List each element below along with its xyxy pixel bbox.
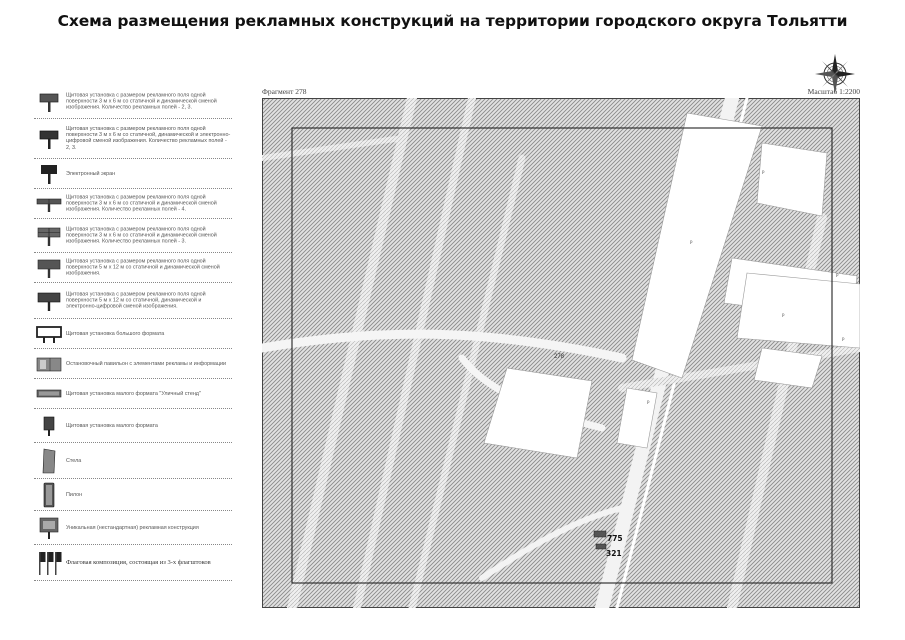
legend-item-billboard-4: Щитовая установка с размером рекламного поля одной поверхности 3 м х 6 м со статичной и динамической сменой изображения. Количество рекламных полей - 4. (34, 189, 232, 219)
scale-label: Масштаб 1:2200 (807, 87, 860, 96)
legend-item-billboard-dark: Щитовая установка с размером рекламного поля одной поверхности 3 м х 6 м со статичной, динамической и электронно-цифровой сменой изображения. Количество рекламных полей - 2, 3. (34, 119, 232, 159)
screen-icon (38, 163, 60, 185)
fragment-label: Фрагмент 278 (262, 87, 307, 96)
legend (34, 85, 232, 581)
stela-icon (38, 447, 60, 475)
large-format-icon (36, 323, 62, 345)
legend-item-pylon: Пилон (34, 479, 232, 511)
billboard-dark-icon (38, 128, 60, 150)
legend-item-stela: Стела (34, 443, 232, 479)
billboard-marker-icon[interactable] (594, 531, 606, 537)
street-stand-icon (36, 384, 62, 404)
unique-construction-icon (37, 515, 61, 541)
billboard-icon (38, 91, 60, 113)
svg-text:р: р (690, 240, 693, 245)
legend-item-unique: Уникальная (нестандартная) рекламная конструкция (34, 511, 232, 545)
map-fragment[interactable] (262, 98, 860, 608)
legend-item-flags: Флаговая композиция, состоящая из 3-х флагштоков (34, 545, 232, 581)
small-format-icon (38, 414, 60, 438)
legend-item-billboard-5x12-dark: Щитовая установка с размером рекламного поля одной поверхности 5 м х 12 м со статичной, динамической и электронно-цифровой сменой изображения. (34, 283, 232, 319)
svg-text:р: р (762, 170, 765, 175)
legend-item-pavilion: Остановочный павильон с элементами рекламы и информации (34, 349, 232, 379)
legend-item-billboard-3: Щитовая установка с размером рекламного поля одной поверхности 3 м х 6 м со статичной и динамической сменой изображения. Количество рекламных полей - 3. (34, 219, 232, 253)
fragment-number-label: 278 (554, 354, 565, 360)
bus-pavilion-icon (36, 354, 62, 374)
legend-item-screen: Электронный экран (34, 159, 232, 189)
legend-item-billboard: Щитовая установка с размером рекламного поля одной поверхности 3 м х 6 м со статичной и динамической сменой изображения. Количество рекламных полей - 2, 3. (34, 85, 232, 119)
svg-text:р: р (842, 337, 845, 342)
pylon-icon (38, 481, 60, 509)
ad-marker-id: 775 (607, 534, 623, 543)
billboard-marker-icon[interactable] (596, 544, 606, 549)
svg-text:р: р (836, 273, 839, 278)
legend-item-large-format: Щитовая установка большого формата (34, 319, 232, 349)
billboard-4-icon (36, 193, 62, 215)
billboard-5x12-icon (36, 257, 62, 279)
svg-text:р: р (647, 400, 650, 405)
billboard-3-icon (36, 225, 62, 247)
legend-item-street-stand: Щитовая установка малого формата "Уличный стенд" (34, 379, 232, 409)
billboard-5x12-dark-icon (36, 290, 62, 312)
page-title: Схема размещения рекламных конструкций на территории городского округа Тольятти (57, 12, 848, 30)
legend-item-billboard-5x12: Щитовая установка с размером рекламного поля одной поверхности 5 м х 12 м со статичной и динамической сменой изображения. (34, 253, 232, 283)
ad-marker-id: 321 (606, 549, 622, 558)
flags-icon (36, 549, 62, 577)
svg-text:р: р (782, 313, 785, 318)
legend-item-small-format: Щитовая установка малого формата (34, 409, 232, 443)
